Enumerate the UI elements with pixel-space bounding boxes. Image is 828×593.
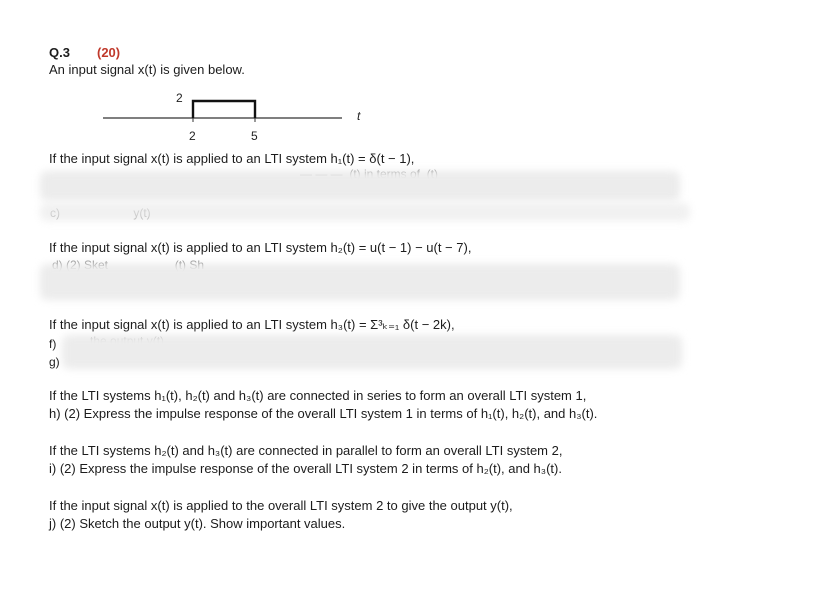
signal-plot [0, 0, 828, 145]
line-h3: If the input signal x(t) is applied to an LTI system h₃(t) = Σ³ₖ₌₁ δ(t − 2k), [49, 317, 455, 332]
redacted-block-1 [40, 171, 680, 201]
label-f: f) [49, 337, 57, 351]
rect-pulse [193, 101, 255, 118]
line-output: If the input signal x(t) is applied to the overall LTI system 2 to give the output y(t), [49, 498, 513, 513]
label-g: g) [49, 355, 60, 369]
line-j: j) (2) Sketch the output y(t). Show important values. [49, 516, 346, 531]
line-parallel: If the LTI systems h₂(t) and h₃(t) are connected in parallel to form an overall LTI system 2, [49, 443, 563, 458]
line-h: h) (2) Express the impulse response of the overall LTI system 1 in terms of h₁(t), h₂(t), and h₃(t). [49, 406, 598, 421]
redacted-block-4 [62, 335, 682, 369]
question-number: Q.3 [49, 45, 70, 60]
question-intro: An input signal x(t) is given below. [49, 62, 245, 77]
question-points: (20) [97, 45, 121, 60]
tick-label-5: 5 [251, 129, 258, 143]
axis-t-label: t [357, 109, 361, 123]
line-i: i) (2) Express the impulse response of the overall LTI system 2 in terms of h₂(t), and h₃(t). [49, 461, 562, 476]
line-series: If the LTI systems h₁(t), h₂(t) and h₃(t) are connected in series to form an overall LTI system 1, [49, 388, 587, 403]
line-h1: If the input signal x(t) is applied to an LTI system h₁(t) = δ(t − 1), [49, 151, 415, 166]
amplitude-label: 2 [176, 91, 183, 105]
line-h2: If the input signal x(t) is applied to an LTI system h₂(t) = u(t − 1) − u(t − 7), [49, 240, 472, 255]
redacted-block-3 [40, 264, 680, 300]
tick-label-2: 2 [189, 129, 196, 143]
redacted-block-2 [40, 203, 690, 221]
